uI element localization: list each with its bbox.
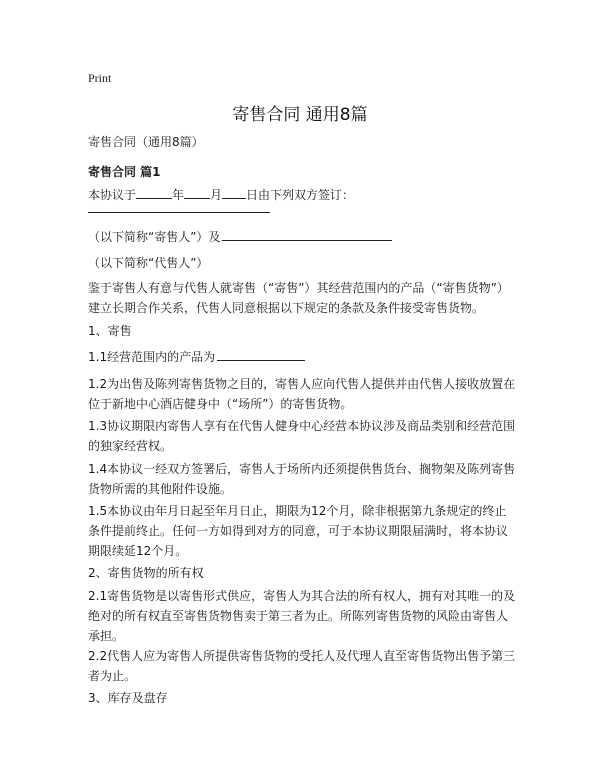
- document-subtitle: 寄售合同（通用8篇）: [88, 135, 204, 149]
- document-title: 寄售合同 通用8篇: [232, 105, 368, 125]
- clause-heading-3: 3、库存及盘存: [88, 691, 168, 705]
- clause-2-1: 2.1寄售货物是以寄售形式供应，寄售人为其合法的所有权人，拥有对其唯一的及绝对的所有权直至寄售货物售卖于第三者为止。所陈列寄售货物的风险由寄售人承担。: [88, 589, 516, 643]
- date-line-suffix: 日由下列双方签订：: [246, 188, 355, 202]
- consignor-label: （以下简称“寄售人”）及: [88, 230, 221, 244]
- date-line: [88, 185, 518, 205]
- date-line-year: 年: [172, 188, 185, 202]
- date-line-month: 月: [210, 188, 223, 202]
- clause-1-3: 1.3协议期限内寄售人享有在代售人健身中心经营本协议涉及商品类别和经营范围的独家经营权。: [88, 419, 516, 453]
- agent-line: （以下简称“代售人”）: [88, 256, 209, 270]
- clause-1-1-text: 1.1经营范围内的产品为: [88, 350, 216, 364]
- year-blank[interactable]: [136, 186, 172, 199]
- clause-1-5: 1.5本协议由年月日起至年月日止，期限为12个月，除非根据第九条规定的终止条件提前终止。任何一方如得到对方的同意，可于本协议期限届满时，将本协议期限续延12个月。: [88, 504, 509, 558]
- clause-2-2: 2.2代售人应为寄售人所提供寄售货物的受托人及代理人直至寄售货物出售予第三者为止。: [88, 649, 516, 683]
- clause-heading-1: 1、寄售: [88, 324, 132, 338]
- day-blank[interactable]: [222, 186, 246, 199]
- month-blank[interactable]: [184, 186, 210, 199]
- clause-1-2: 1.2为出售及陈列寄售货物之目的，寄售人应向代售人提供并由代售人接收放置在位于新地中心酒店健身中（“场所”）的寄售货物。: [88, 377, 516, 411]
- date-line-prefix: 本协议于: [88, 188, 137, 202]
- clause-heading-2: 2、寄售货物的所有权: [88, 566, 204, 580]
- signature-line[interactable]: [88, 212, 270, 213]
- clause-1-1: [88, 347, 518, 367]
- consignor-blank[interactable]: [222, 228, 392, 241]
- intro-paragraph: 鉴于寄售人有意与代售人就寄售（“寄售”）其经营范围内的产品（“寄售货物”）建立长期合作关系，代售人同意根据以下规定的条款及条件接受寄售货物。: [88, 281, 509, 315]
- product-blank[interactable]: [217, 348, 305, 361]
- consignor-line: [88, 227, 518, 247]
- section-heading: 寄售合同 篇1: [88, 165, 161, 179]
- print-label: Print: [88, 71, 112, 85]
- clause-1-4: 1.4本协议一经双方签署后，寄售人于场所内还须提供售货台、搁物架及陈列寄售货物所需的其他附件设施。: [88, 462, 516, 496]
